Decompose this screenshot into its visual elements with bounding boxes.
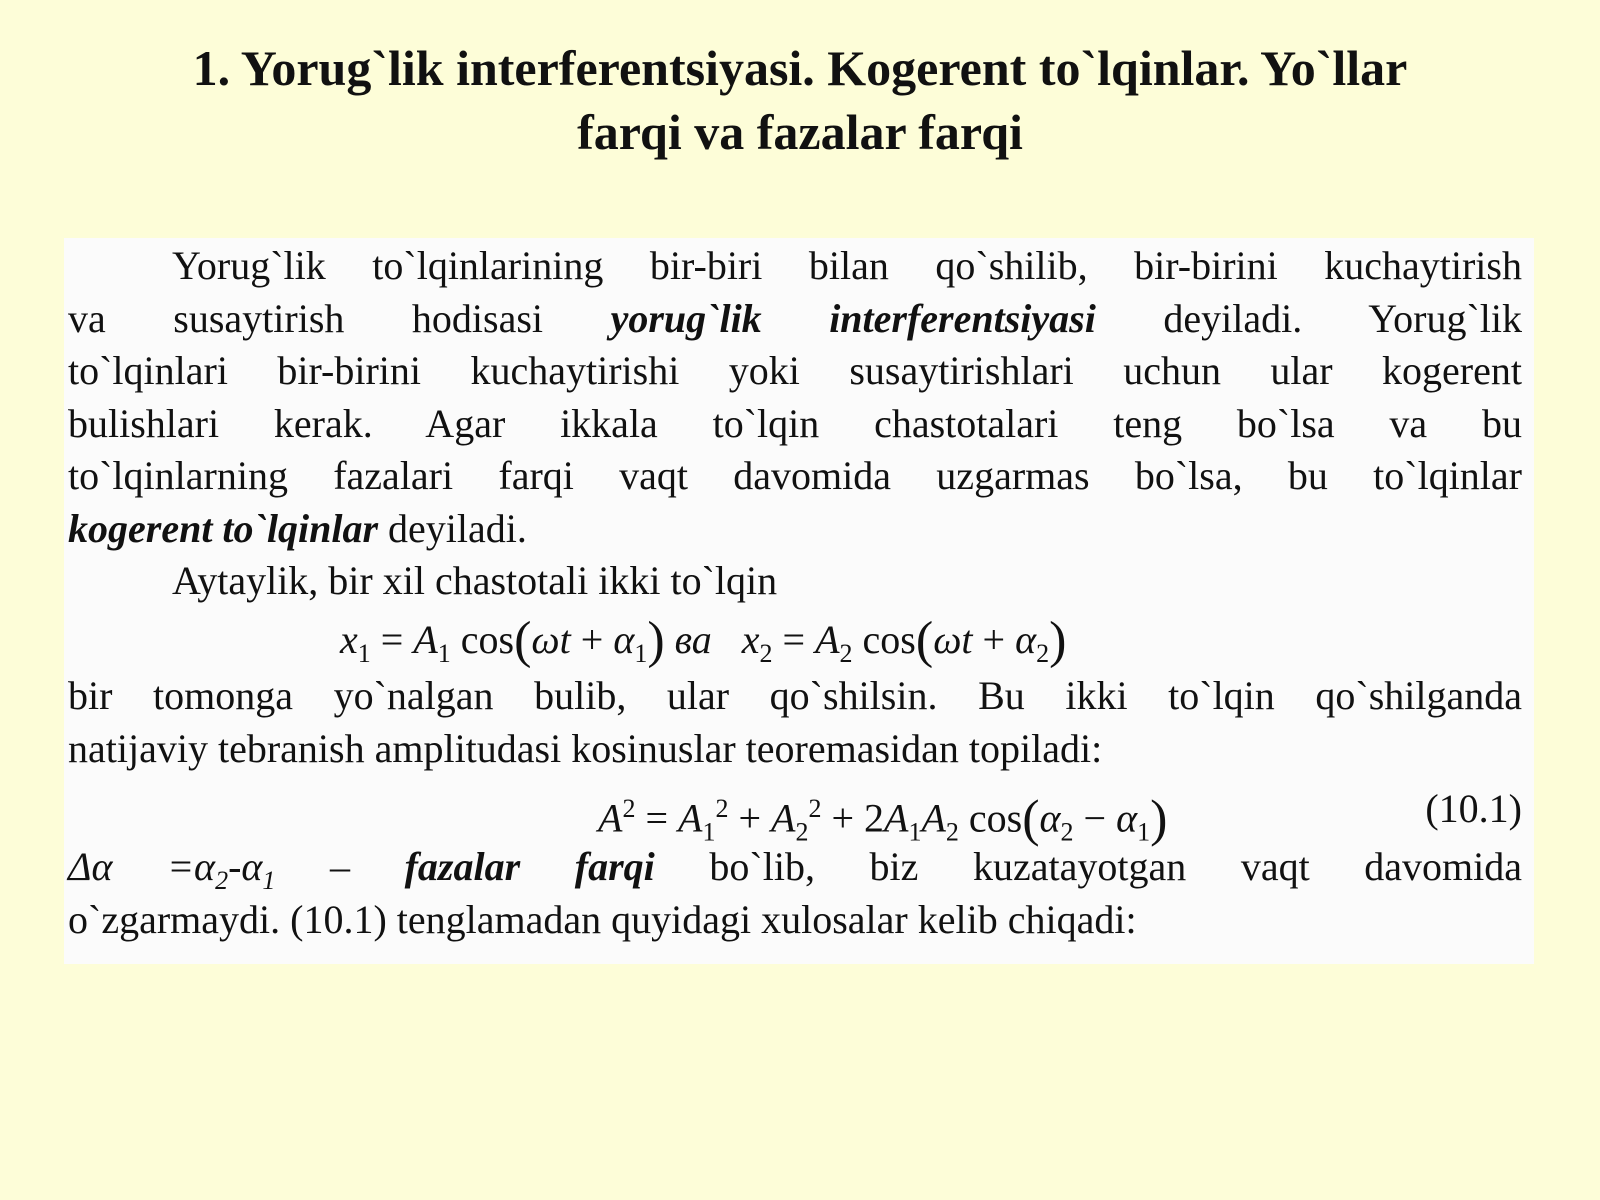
text-line <box>68 293 1522 346</box>
formula-symbol: A <box>413 617 438 662</box>
formula-symbol: + <box>831 795 854 841</box>
text-line: natijaviy tebranish amplitudasi kosinuslar teoremasidan topiladi: <box>68 725 1103 771</box>
formula-symbol: ωt <box>531 617 571 662</box>
formula-symbol: α <box>613 617 635 662</box>
text-line: o`zgarmaydi. (10.1) tenglamadan quyidagi xulosalar kelib chiqadi: <box>68 896 1137 942</box>
formula-subscript: 2 <box>759 639 773 668</box>
formula-symbol: -α <box>228 844 263 889</box>
formula-symbol: − <box>1083 795 1107 841</box>
title-line-1: 1. Yorug`lik interferentsiyasi. Kogerent to`lqinlar. Yo`llar <box>192 40 1408 96</box>
text-line <box>68 503 1522 556</box>
formula-subscript: 2 <box>1036 639 1050 668</box>
formula-symbol: x <box>741 617 760 662</box>
paragraph-amplitude <box>68 670 1522 775</box>
formula-symbol: cos <box>968 795 1023 841</box>
formula-paren: ( <box>1022 790 1040 848</box>
formula-symbol: α <box>1015 617 1037 662</box>
formula-symbol: α <box>1039 795 1061 841</box>
formula-subscript: 1 <box>262 866 276 895</box>
formula-paren: ( <box>514 612 532 669</box>
paragraph-phase-difference <box>68 841 1522 946</box>
formula-symbol: A <box>815 617 840 662</box>
text-line: bulishlari kerak. Agar ikkala to`lqin chastotalari teng bo`lsa va bu <box>68 400 1522 446</box>
formula-symbol: A <box>884 795 909 841</box>
formula-paren: ) <box>1150 790 1168 848</box>
formula-subscript: 1 <box>702 817 716 847</box>
text-line: Yorug`lik to`lqinlarining bir-biri bilan qo`shilib, bir-birini kuchaytirish <box>172 243 1522 288</box>
text-line: to`lqinlari bir-birini kuchaytirishi yoki susaytirishlari uchun ular kogerent <box>68 348 1522 393</box>
formula-subscript: 2 <box>795 817 809 847</box>
formula-symbol: 2 <box>864 795 884 841</box>
paragraph-suppose <box>68 555 1522 608</box>
equation-number: (10.1) <box>1425 786 1522 831</box>
formula-symbol: + <box>580 617 604 662</box>
formula-conjunction: ва <box>674 617 712 662</box>
formula-subscript: 2 <box>839 639 853 668</box>
formula-symbol: A <box>921 795 946 841</box>
text-line: Aytaylik, bir xil chastotali ikki to`lqin <box>172 558 778 603</box>
title-line-2: farqi va fazalar farqi <box>577 104 1023 160</box>
formula-symbol: Δα =α <box>68 844 216 889</box>
formula-symbol: cos <box>862 617 916 662</box>
formula-subscript: 1 <box>634 639 648 668</box>
formula-symbol: cos <box>460 617 515 662</box>
paragraph-definition <box>68 240 1522 555</box>
text-line <box>68 841 1522 894</box>
formula-superscript: 2 <box>715 794 729 823</box>
formula-symbol: + <box>738 795 761 841</box>
formula-superscript: 2 <box>808 794 822 823</box>
text-span: deyiladi. Yorug`lik <box>1163 295 1523 341</box>
formula-symbol: = <box>380 617 404 662</box>
term-phase-difference: fazalar farqi <box>404 844 655 889</box>
text-line: to`lqinlarning fazalari farqi vaqt davomida uzgarmas bo`lsa, bu to`lqinlar <box>68 453 1522 498</box>
phase-expression <box>68 844 276 895</box>
formula-symbol: α <box>1116 795 1138 841</box>
text-span: bo`lib, biz kuzatayotgan vaqt davomida <box>709 844 1523 889</box>
text-span: va susaytirish hodisasi <box>68 295 544 341</box>
formula-subscript: 2 <box>945 817 959 847</box>
formula-subscript: 2 <box>1060 817 1074 847</box>
formula-paren: ( <box>915 612 934 669</box>
formula-symbol: ωt <box>933 617 973 662</box>
text-span: – <box>330 844 350 889</box>
formula-subscript: 1 <box>437 639 451 668</box>
formula-symbol: A <box>598 795 623 841</box>
formula-symbol: A <box>678 795 703 841</box>
formula-symbol: + <box>982 617 1006 662</box>
formula-subscript: 2 <box>215 866 229 895</box>
formula-superscript: 2 <box>622 794 636 823</box>
term-coherent-waves: kogerent to`lqinlar <box>68 505 379 551</box>
text-panel <box>64 238 1534 964</box>
term-interference: yorug`lik interferentsiyasi <box>610 295 1096 341</box>
formula-symbol: = <box>645 795 668 841</box>
formula-subscript: 1 <box>1137 817 1151 847</box>
formula-paren: ) <box>647 612 665 669</box>
formula-symbol: A <box>771 795 796 841</box>
formula-subscript: 1 <box>908 817 922 847</box>
text-span: deyiladi. <box>388 505 527 551</box>
formula-paren: ) <box>1049 612 1067 669</box>
formula-subscript: 1 <box>357 639 371 668</box>
formula-symbol: x <box>340 617 358 662</box>
text-line: bir tomonga yo`nalgan bulib, ular qo`shilsin. Bu ikki to`lqin qo`shilganda <box>68 673 1522 718</box>
formula-symbol: = <box>782 617 806 662</box>
slide-title <box>80 36 1520 164</box>
